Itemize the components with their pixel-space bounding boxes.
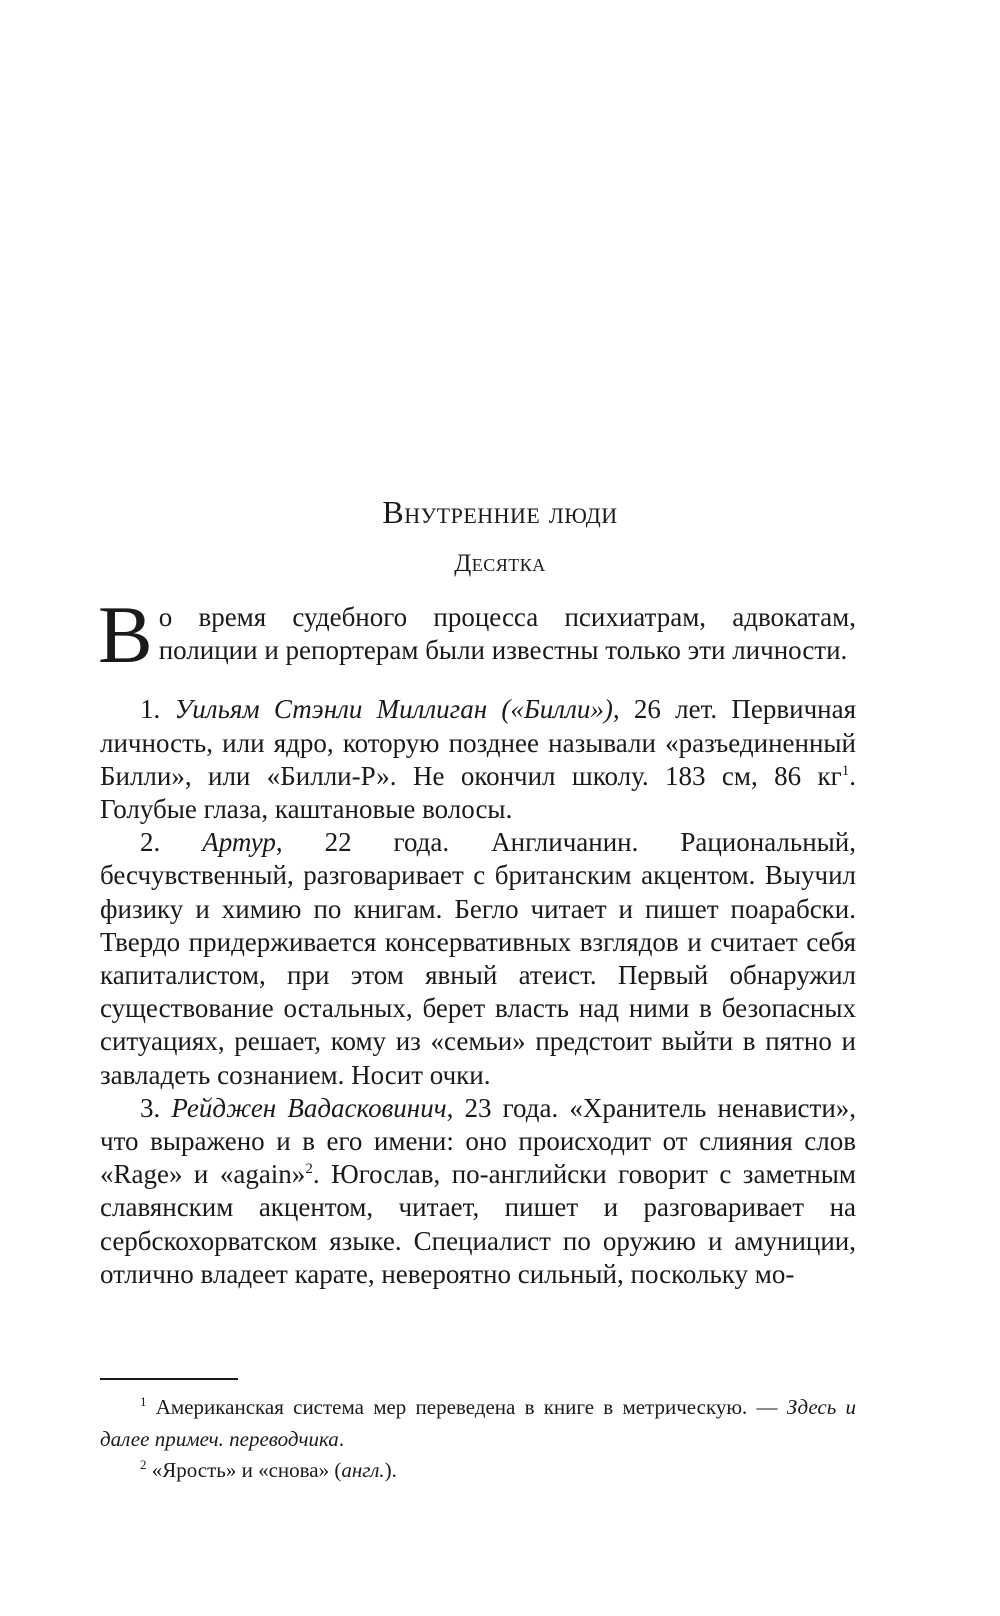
drop-cap: В: [98, 589, 153, 680]
person-3-paragraph: [100, 1092, 856, 1291]
intro-paragraph: [98, 589, 856, 680]
person-1-text: 26 лет. Первичная личность, или ядро, которую позднее называли «разъединенный Билли», или «Билли-Р». Не окончил школу. 183 см, 86 кг: [100, 694, 857, 791]
footnote-2-text: «Ярость» и «снова» (: [146, 1458, 342, 1482]
footnote-2-italic: англ.: [341, 1458, 385, 1482]
person-3-number: 3.: [140, 1092, 172, 1123]
person-2-number: 2.: [140, 827, 203, 858]
person-1-number: 1.: [140, 694, 175, 725]
person-2-paragraph: [100, 826, 856, 1092]
intro-text: о время судебного процесса психиатрам, адвокатам, полиции и репортерам были известны только эти личности.: [158, 602, 856, 666]
footnote-1-italic: Здесь и далее примеч. переводчика: [100, 1395, 856, 1451]
footnotes: [100, 1392, 856, 1487]
person-1-text-end: . Голубые глаза, каштановые волосы.: [100, 760, 856, 825]
footnote-1-mark: 1: [140, 1394, 147, 1409]
footnote-1-end: .: [338, 1426, 345, 1451]
footnote-ref-1: 1: [841, 762, 850, 779]
footnote-2-end: ).: [384, 1458, 397, 1482]
footnote-ref-2: 2: [305, 1161, 313, 1178]
footnote-1-text: Американская система мер переведена в книге в метрическую. —: [146, 1395, 787, 1419]
footnote-2-mark: 2: [140, 1457, 147, 1472]
footnote-2: [100, 1455, 856, 1487]
person-3-text-end: . Югослав, по-английски говорит с заметным славянским акцентом, читает, пишет и разговаривает на сербскохорватском языке. Специалист по оружию и амуниции, отлично владеет карате, невероятно сильный, поскольку мо-: [100, 1159, 856, 1289]
person-3-name: Рейджен Вадасковинич: [171, 1092, 447, 1123]
chapter-subtitle: Десятка: [454, 550, 546, 577]
person-1-paragraph: [100, 693, 856, 826]
person-2-name: Артур: [202, 827, 276, 858]
person-3-text: , 23 года. «Хранитель ненависти», что выражено и в его имени: оно происходит от слияния слов «Rage» и «again»: [100, 1092, 857, 1190]
footnote-divider: [100, 1378, 238, 1380]
footnote-1: [100, 1392, 856, 1455]
person-2-text: , 22 года. Англичанин. Рациональный, бесчувственный, разговаривает с британским акцентом. Выучил физику и химию по книгам. Бегло читает и пишет поарабски. Твердо придерживается консервативных взглядов и считает себя капиталистом, при этом явный атеист. Первый обнаружил существование остальных, берет власть над ними в безопасных ситуациях, решает, кому из «семьи» предстоит выйти в пятно и завладеть сознанием. Носит очки.: [100, 827, 856, 1090]
chapter-title: Внутренние люди: [382, 494, 618, 530]
body-text: [98, 589, 857, 1291]
person-1-name: Уильям Стэнли Миллиган («Билли»),: [174, 694, 620, 725]
